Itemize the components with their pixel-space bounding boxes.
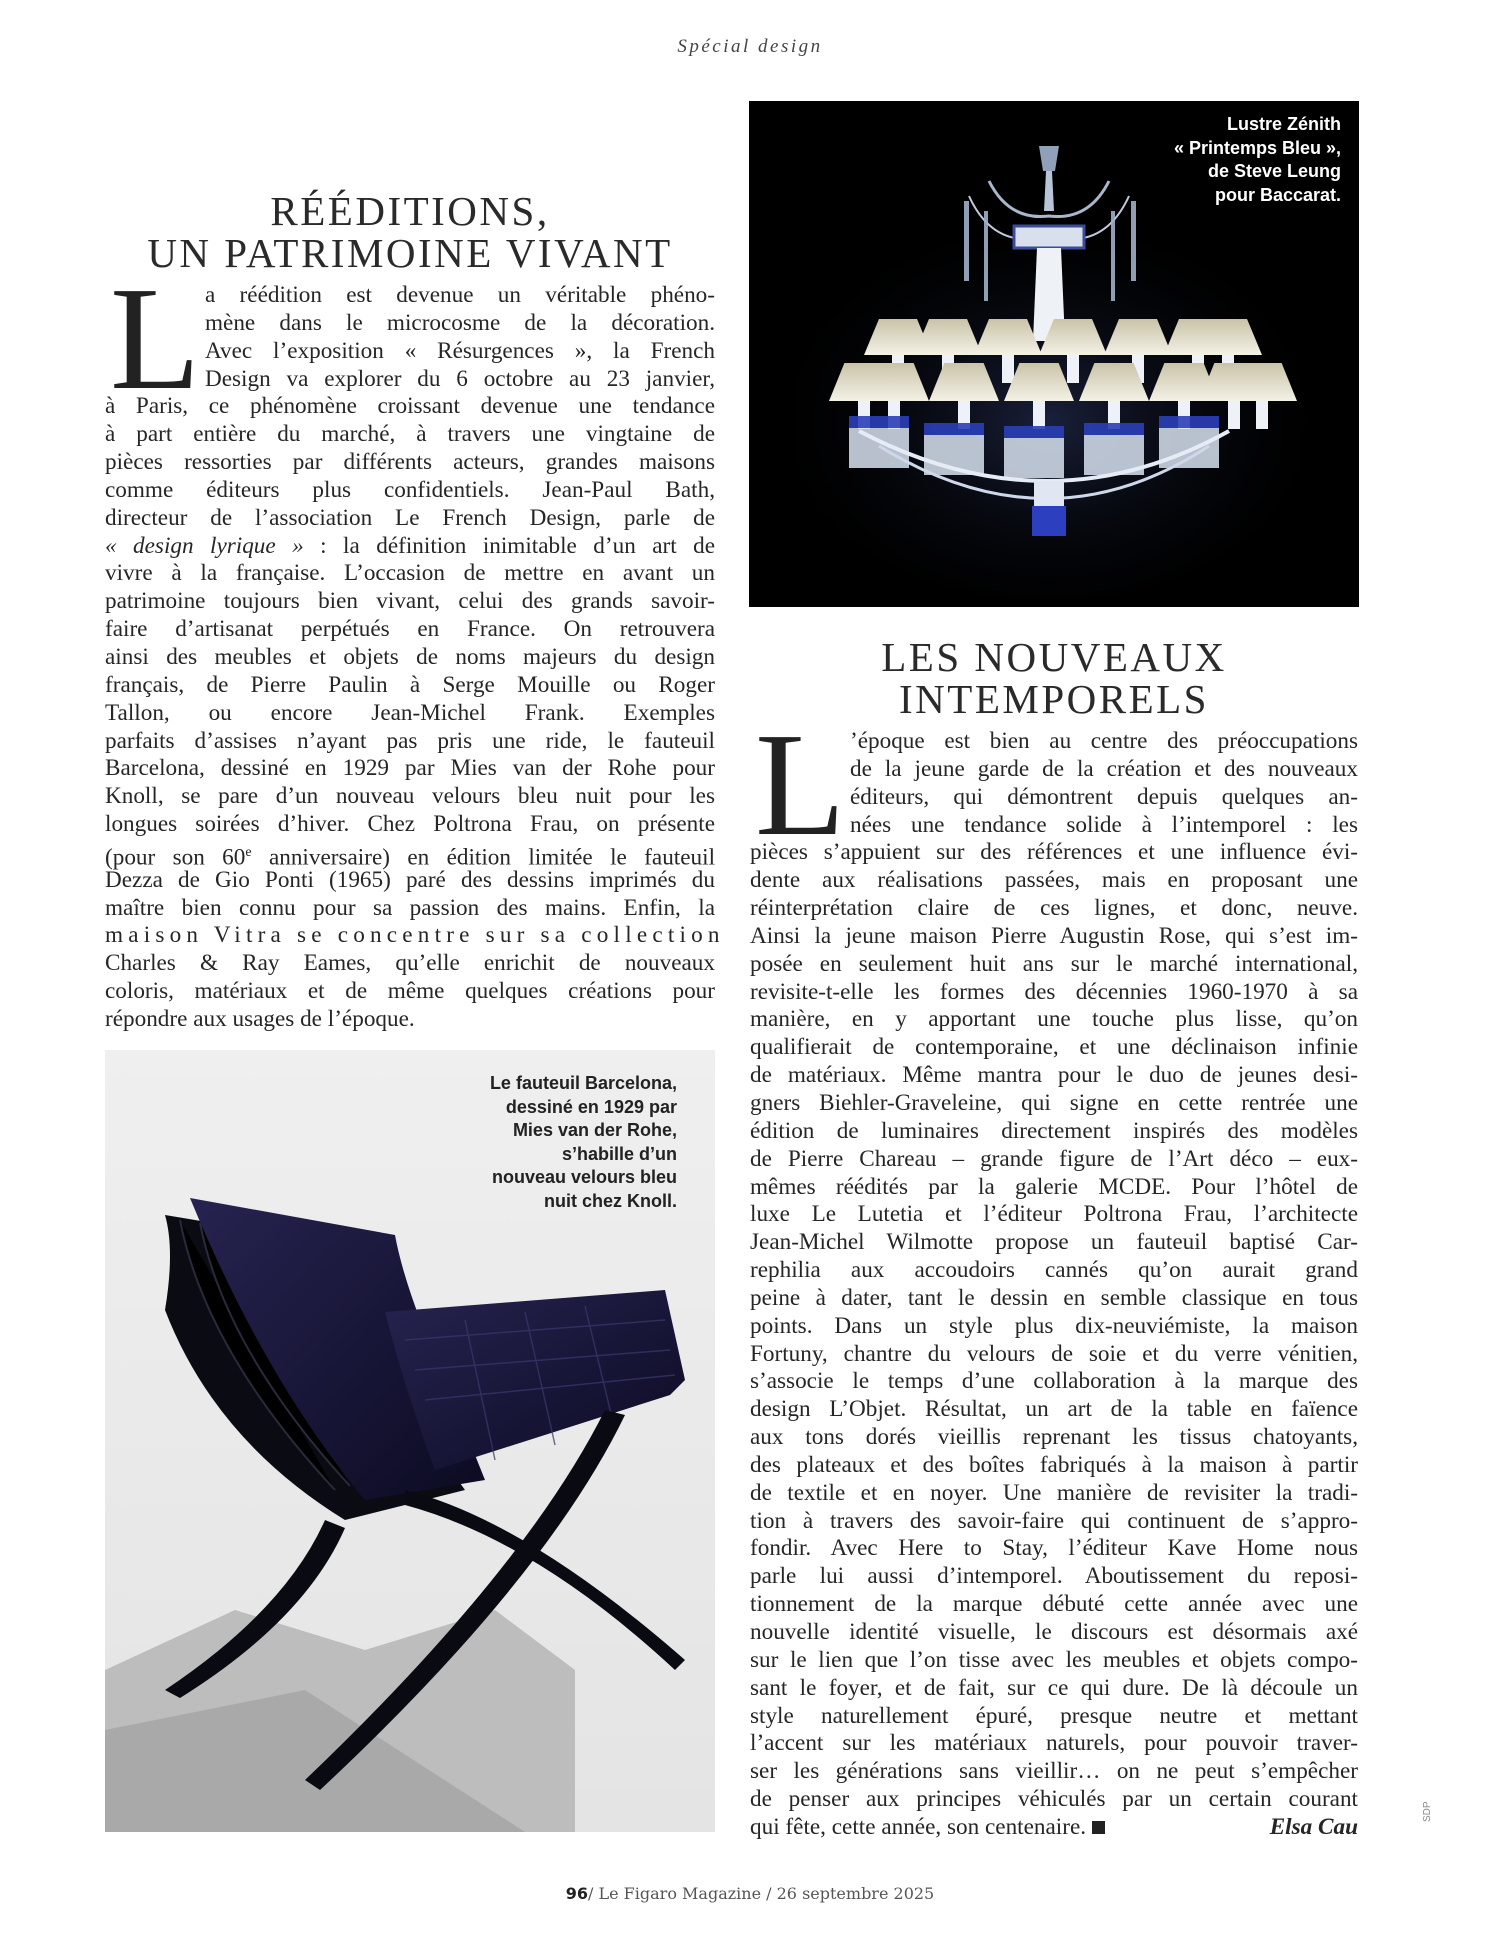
text-line: des plateaux et des boîtes fabriqués à la maison à partir (750, 1451, 1358, 1478)
caption-line: pour Baccarat. (1214, 184, 1341, 205)
caption-line: Lustre Zénith (1226, 114, 1341, 134)
text-line: de la jeune garde de la création et des nouveaux (850, 755, 1358, 782)
end-mark-icon (1092, 1821, 1105, 1834)
text-line: longues soirées d’hiver. Chez Poltrona Frau, on présente (105, 811, 715, 838)
text-fragment: (pour son 60 (105, 844, 246, 871)
text-line: style naturellement épuré, presque neutre et mettant (750, 1702, 1358, 1729)
text-line: mène dans le microcosme de la décoration. (205, 309, 715, 336)
text-line: faire d’artisanat perpétués en France. On retrouvera (105, 616, 715, 643)
text-line: tionnement de la marque débuté cette année avec une (750, 1591, 1358, 1618)
caption-line: « Printemps Bleu », (1173, 137, 1341, 158)
caption-line: s’habille d’un (561, 1143, 677, 1164)
article2-title-line1: LES NOUVEAUX (881, 634, 1227, 680)
text-line: rephilia aux accoudoirs cannés qu’on aurait grand (750, 1257, 1358, 1284)
text-line: nées une tendance solide à l’intemporel : les (850, 811, 1358, 838)
text-line: parle lui aussi d’intemporel. Aboutissement du reposi- (750, 1563, 1358, 1590)
text-line: Tallon, ou encore Jean-Michel Frank. Exemples (105, 699, 715, 726)
photo-credit: SDP (1422, 1801, 1433, 1822)
text-line (105, 533, 715, 561)
article2-text (750, 703, 1358, 1842)
caption-line: Le fauteuil Barcelona, (489, 1073, 677, 1093)
article1-body (105, 257, 725, 1034)
text-line: directeur de l’association Le French Design, parle de (105, 504, 715, 531)
text-line: s’associe le temps d’une collaboration à la marque des (750, 1368, 1358, 1395)
text-line: dente aux réalisations passées, mais en proposant une (750, 867, 1358, 894)
text-line: éditeurs, qui démontrent depuis quelques an- (850, 783, 1358, 810)
section-rubric: Spécial design (677, 36, 823, 57)
article2-dropcap: L (755, 703, 846, 867)
text-line: pièces s’appuient sur des références et une influence évi- (750, 839, 1358, 866)
text-line: coloris, matériaux et de même quelques créations pour (105, 978, 715, 1005)
text-line: design L’Objet. Résultat, un art de la table en faïence (750, 1396, 1358, 1423)
text-line: Charles & Ray Eames, qu’elle enrichit de nouveaux (105, 950, 715, 977)
text-line: revisite-t-elle les formes des décennies 1960-1970 à sa (750, 978, 1358, 1005)
text-line: à Paris, ce phénomène croissant devenue une tendance (105, 393, 715, 420)
text-line: luxe Le Lutetia et l’éditeur Poltrona Frau, l’architecte (750, 1201, 1358, 1228)
text-line: comme éditeurs plus confidentiels. Jean-Paul Bath, (105, 476, 715, 503)
italic-phrase: « design lyrique » (105, 532, 304, 559)
text-line (105, 839, 716, 871)
caption-line: de Steve Leung (1207, 161, 1341, 181)
text-line: de Pierre Chareau – grande figure de l’Art déco – eux- (750, 1145, 1358, 1172)
text-line: posée en seulement huit ans sur le marché international, (750, 950, 1358, 977)
text-line: ’époque est bien au centre des préoccupations (850, 728, 1358, 754)
text-line: l’accent sur les matériaux naturels, pour pouvoir traver- (750, 1730, 1358, 1757)
chair-photo (105, 1050, 715, 1832)
text-line: Avec l’exposition « Résurgences », la French (205, 337, 715, 364)
article1-title-line2: UN PATRIMOINE VIVANT (147, 230, 673, 276)
footer-text: / Le Figaro Magazine / 26 septembre 2025 (588, 1884, 935, 1903)
text-line: ainsi des meubles et objets de noms majeurs du design (105, 643, 715, 670)
lamp-stem (1228, 401, 1240, 429)
text-line: Dezza de Gio Ponti (1965) paré des dessins imprimés du (105, 866, 715, 893)
text-line: édition de luminaires directement inspirés des modèles (750, 1117, 1358, 1144)
article1-title-line1: RÉÉDITIONS, (270, 188, 550, 234)
text-line: points. Dans un style plus dix-neuviémiste, la maison (750, 1312, 1358, 1339)
ordinal-superscript: e (245, 844, 252, 860)
text-line: maître bien connu pour sa passion des mains. Enfin, la (105, 894, 715, 921)
text-line: vivre à la française. L’occasion de mettre en avant un (105, 560, 715, 587)
text-line: de penser aux principes véhiculés par un certain courant (750, 1786, 1358, 1813)
caption-line: Mies van der Rohe, (512, 1120, 677, 1140)
text-line: nouvelle identité visuelle, le discours est désormais axé (750, 1619, 1358, 1645)
text-line: peine à dater, tant le dessin en semble classique en tous (750, 1284, 1358, 1311)
lamp-stem (1067, 355, 1079, 383)
caption-line: nuit chez Knoll. (544, 1190, 677, 1211)
text-line: de matériaux. Même mantra pour le duo de jeunes desi- (750, 1062, 1358, 1089)
lamp-stem (1033, 401, 1045, 429)
author-byline: Elsa Cau (1269, 1813, 1358, 1840)
text-line: pièces ressorties par différents acteurs, grandes maisons (105, 449, 715, 476)
caption-line: dessiné en 1929 par (505, 1096, 677, 1117)
page-footer (0, 1884, 1500, 1903)
text-line: répondre aux usages de l’époque. (105, 1005, 415, 1032)
page-number: 96 (565, 1884, 589, 1903)
text-line: mêmes réédités par la galerie MCDE. Pour l’hôtel de (750, 1173, 1358, 1200)
text-line (750, 1814, 1358, 1842)
caption-line: nouveau velours bleu (491, 1167, 677, 1187)
text-line: aux tons dorés vieillis reprenant les tissus chatoyants, (750, 1424, 1358, 1451)
text-line: Jean-Michel Wilmotte propose un fauteuil baptisé Car- (750, 1229, 1358, 1256)
text-line: Barcelona, dessiné en 1929 par Mies van der Rohe pour (105, 755, 715, 782)
text-fragment: : la définition inimitable d’un art de (303, 532, 716, 559)
text-line: Design va explorer du 6 octobre au 23 janvier, (205, 365, 715, 392)
text-line: français, de Pierre Paulin à Serge Mouille ou Roger (105, 671, 715, 698)
chandelier-photo (749, 101, 1359, 607)
text-line: manière, en y apportant une touche plus lisse, qu’on (750, 1006, 1358, 1033)
text-line: tion à travers des savoir-faire qui continuent de s’appro- (750, 1507, 1358, 1534)
text-line: sant le foyer, et de fait, sur ce qui dure. De là découle un (750, 1674, 1358, 1701)
text-line: à part entière du marché, à travers une vingtaine de (105, 421, 715, 448)
text-line: patrimoine toujours bien vivant, celui des grands savoir- (105, 588, 715, 615)
text-line: sur le lien que l’on tisse avec les meubles et objets compo- (750, 1646, 1358, 1673)
text-line: ser les générations sans vieillir… on ne peut s’empêcher (750, 1758, 1358, 1785)
article2-title-line2: INTEMPORELS (899, 676, 1209, 722)
text-line: fondir. Avec Here to Stay, l’éditeur Kave Home nous (750, 1535, 1358, 1562)
text-line: maison Vitra se concentre sur sa collection (105, 922, 725, 949)
text-line: Ainsi la jeune maison Pierre Augustin Rose, qui s’est im- (750, 922, 1358, 949)
text-line: a réédition est devenue un véritable phéno- (205, 282, 715, 308)
article2-body (750, 703, 1358, 1842)
text-line: qualifierait de contemporaine, et une déclinaison infinie (750, 1034, 1358, 1061)
chandelier-caption (1174, 113, 1341, 207)
text-line: Fortuny, chantre du velours de soie et du verre vénitien, (750, 1340, 1358, 1367)
lamp-stem (1002, 355, 1014, 383)
chair-caption (490, 1072, 677, 1213)
article1-dropcap: L (110, 257, 201, 421)
text-line: de textile et en noyer. Une manière de revisiter la tradi- (750, 1479, 1358, 1506)
text-line: réinterprétation claire de ces lignes, et donc, neuve. (750, 895, 1358, 922)
text-fragment: anniversaire) en édition limitée le fauteuil (251, 844, 716, 871)
text-fragment: qui fête, cette année, son centenaire. (750, 1813, 1087, 1840)
text-line: gners Biehler-Graveleine, qui signe en cette rentrée une (750, 1089, 1358, 1116)
text-line: Knoll, se pare d’un nouveau velours bleu nuit pour les (105, 783, 715, 810)
text-line: parfaits d’assises n’ayant pas pris une ride, le fauteuil (105, 727, 715, 754)
lamp-stem (1256, 401, 1268, 429)
